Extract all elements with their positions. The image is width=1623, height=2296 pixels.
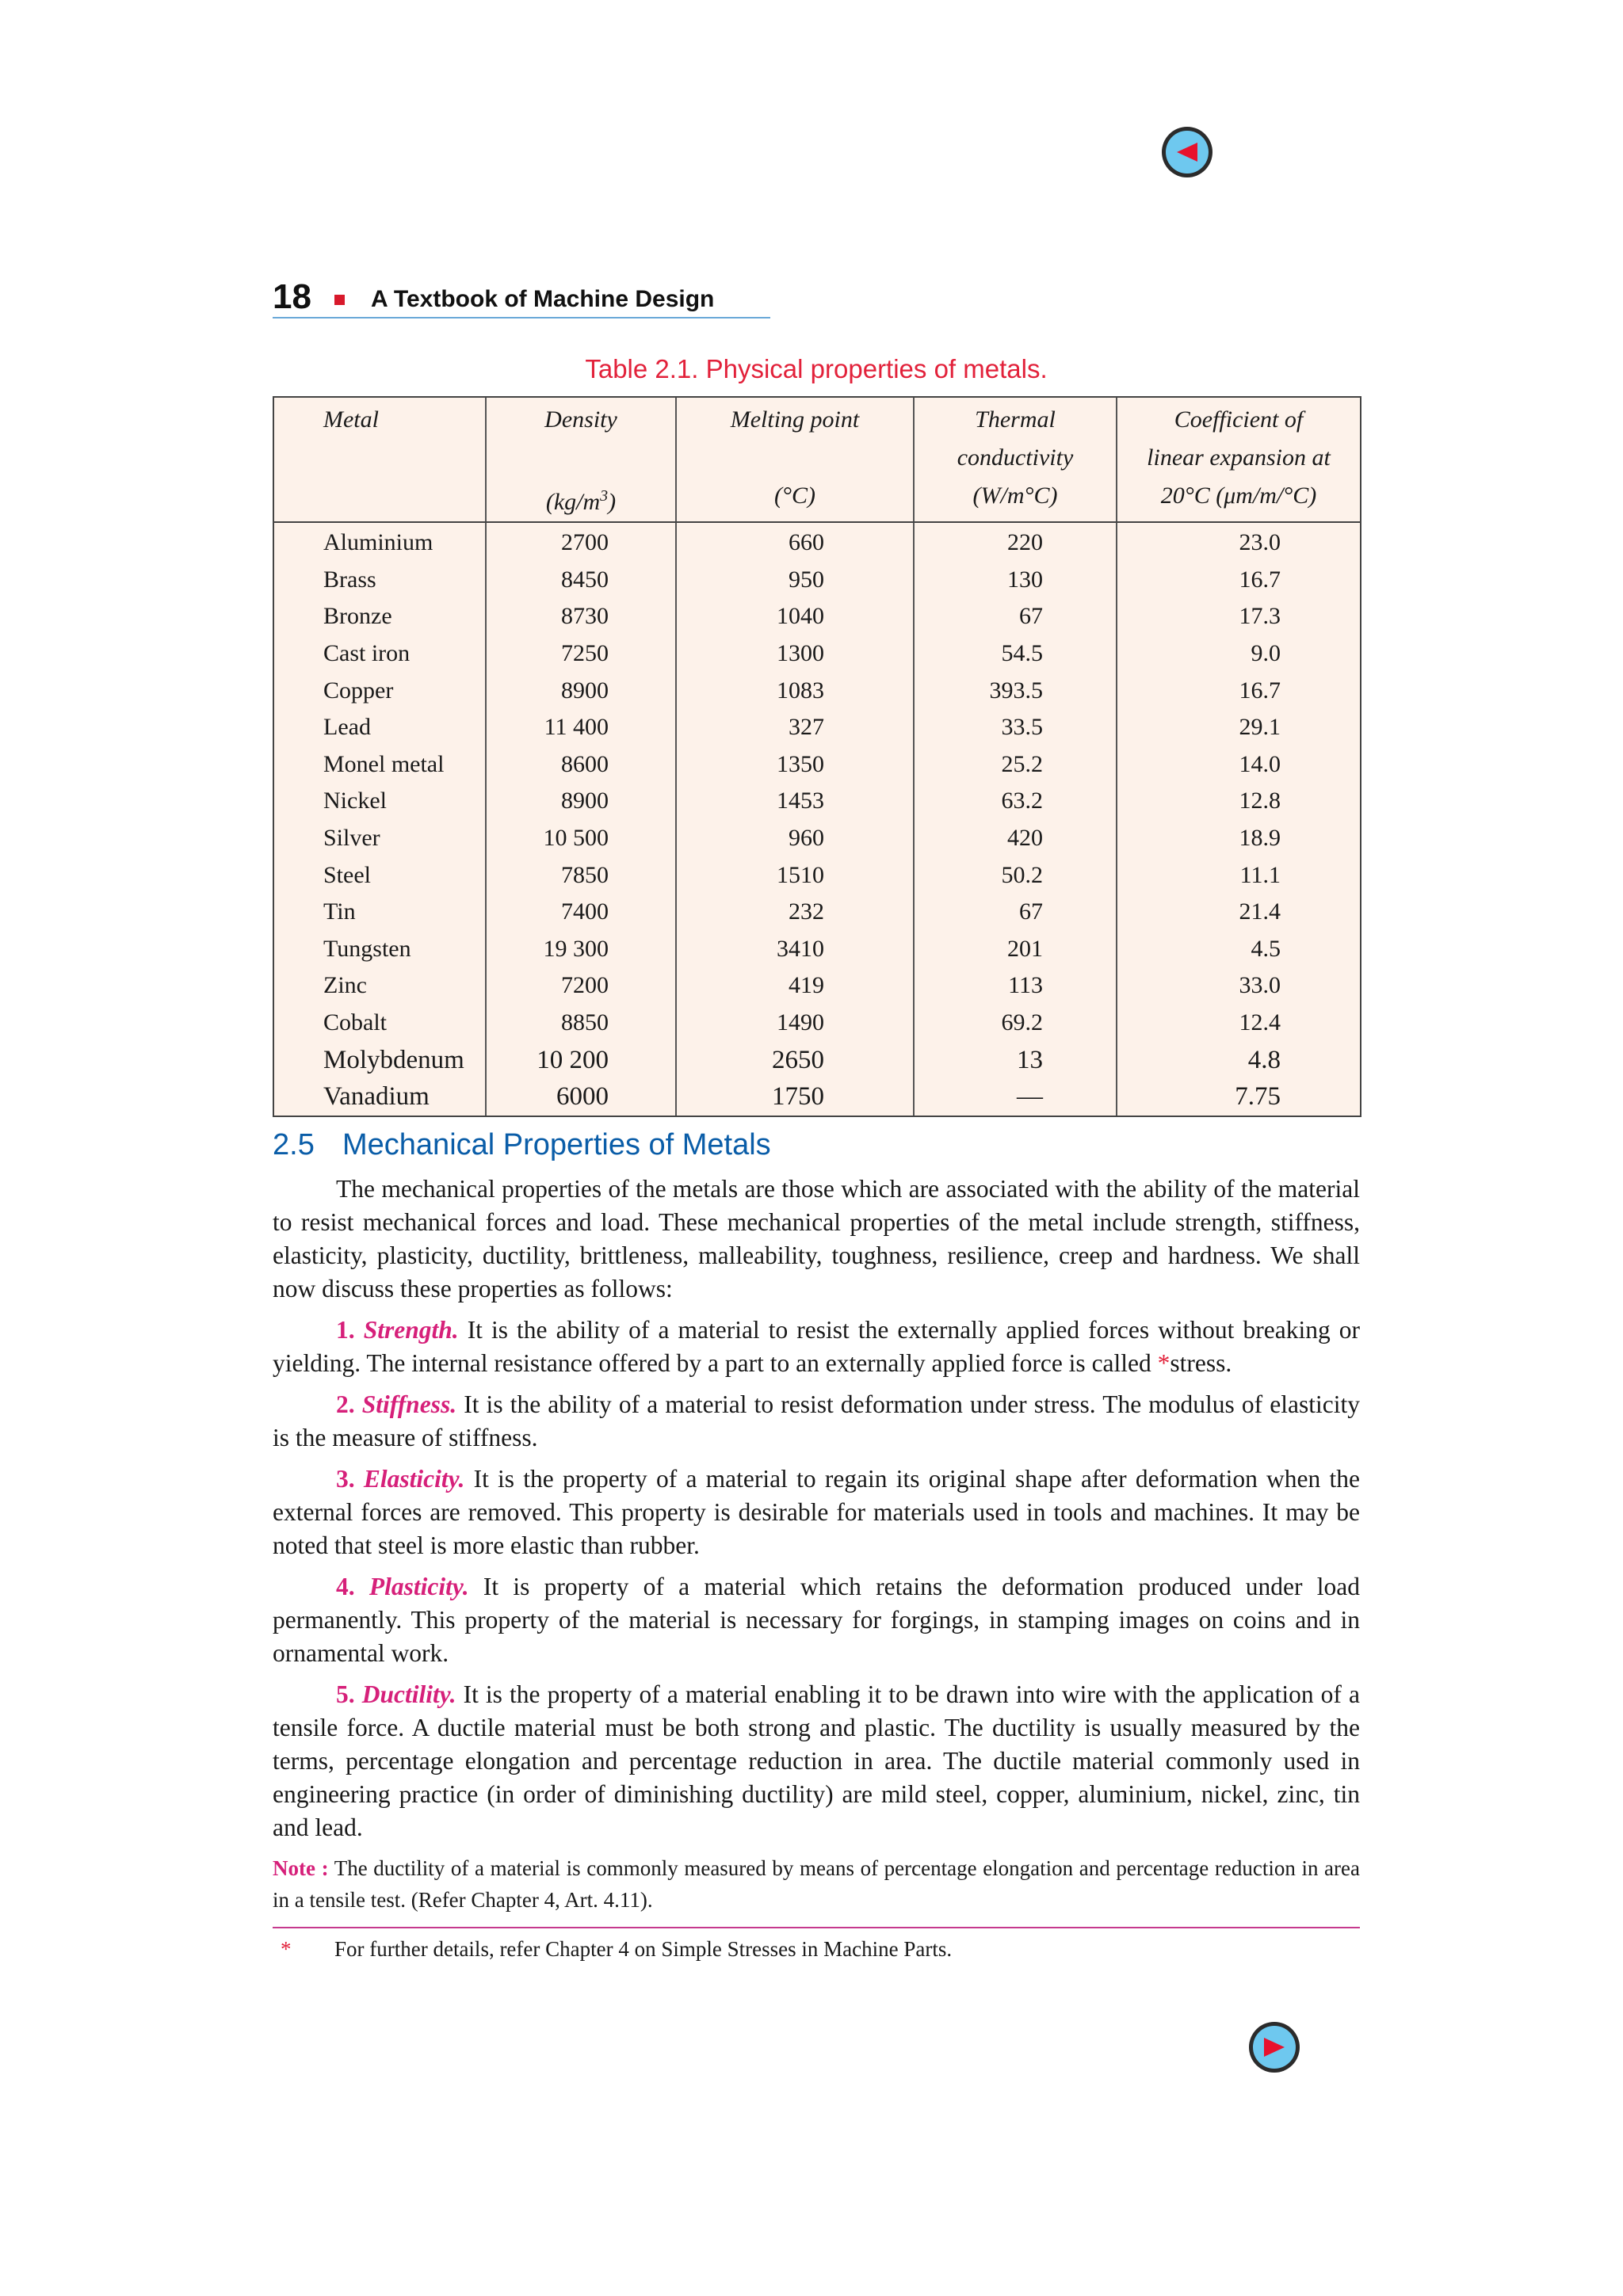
- table-row: [274, 894, 1360, 931]
- value-cell: 10 500: [486, 820, 676, 857]
- value-cell: 21.4: [1117, 894, 1360, 931]
- value-cell: 7400: [486, 894, 676, 931]
- metal-name-cell: Cast iron: [323, 639, 411, 666]
- metal-name-cell: Brass: [323, 566, 376, 593]
- value-cell: 8600: [486, 746, 676, 784]
- table-caption: Table 2.1. Physical properties of metals.: [585, 354, 1048, 383]
- value-cell: 12.8: [1117, 783, 1360, 820]
- value-cell: 3410: [676, 931, 914, 968]
- value-cell: 19 300: [486, 931, 676, 968]
- property-term: 1. Strength.: [336, 1316, 459, 1344]
- table-row: [274, 931, 1360, 968]
- metal-name-cell: Vanadium: [323, 1082, 430, 1112]
- metal-name-cell: Zinc: [323, 972, 367, 999]
- footnote-text: For further details, refer Chapter 4 on Simple Stresses in Machine Parts.: [334, 1937, 953, 1961]
- property-plasticity: 4. Plasticity. It is property of a material which retains the deformation produced under load permanently. This property of the material is necessary for forgings, in stamping images on coins and in ornamental work.: [273, 1573, 1361, 1667]
- value-cell: 4.8: [1117, 1042, 1360, 1079]
- value-cell: 10 200: [486, 1042, 676, 1079]
- bullet-square-icon: [334, 295, 345, 305]
- value-cell: 2700: [486, 522, 676, 562]
- note-label: Note :: [273, 1856, 329, 1880]
- value-cell: 29.1: [1117, 709, 1360, 746]
- table-row: [274, 672, 1360, 709]
- property-term: 2. Stiffness.: [336, 1390, 457, 1418]
- property-term: 4. Plasticity.: [336, 1573, 469, 1600]
- metal-name-cell: Molybdenum: [323, 1045, 464, 1074]
- value-cell: 393.5: [914, 672, 1117, 709]
- table-row: [274, 562, 1360, 599]
- footnote: [273, 1933, 1360, 1965]
- header-density: Density $(kg/m^3)$: [486, 398, 676, 522]
- footnote-symbol: *: [281, 1937, 292, 1961]
- value-cell: 9.0: [1117, 635, 1360, 673]
- property-term: 3. Elasticity.: [336, 1465, 465, 1493]
- value-cell: 201: [914, 931, 1117, 968]
- value-cell: 11.1: [1117, 857, 1360, 894]
- header-thermal-conductivity: Thermal conductivity (W/m°C): [914, 398, 1117, 522]
- section-heading: [273, 1125, 771, 1165]
- value-cell: 8900: [486, 672, 676, 709]
- value-cell: 67: [914, 894, 1117, 931]
- value-cell: 419: [676, 967, 914, 1005]
- table-row: [274, 857, 1360, 894]
- value-cell: 16.7: [1117, 562, 1360, 599]
- value-cell: 950: [676, 562, 914, 599]
- value-cell: 660: [676, 522, 914, 562]
- body-text: [273, 1173, 1360, 1924]
- metal-name-cell: Cobalt: [323, 1009, 387, 1035]
- value-cell: 8730: [486, 598, 676, 635]
- metal-name-cell: Tungsten: [323, 935, 411, 962]
- page-number: 18: [273, 277, 311, 316]
- next-page-button[interactable]: [1249, 2022, 1300, 2073]
- table-row: [274, 820, 1360, 857]
- metal-name-cell: Steel: [323, 861, 371, 888]
- value-cell: 1083: [676, 672, 914, 709]
- header-melting-point: Melting point (°C): [676, 398, 914, 522]
- value-cell: 13: [914, 1042, 1117, 1079]
- value-cell: 420: [914, 820, 1117, 857]
- value-cell: 232: [676, 894, 914, 931]
- value-cell: 8850: [486, 1005, 676, 1042]
- value-cell: 14.0: [1117, 746, 1360, 784]
- value-cell: 8450: [486, 562, 676, 599]
- table-row: [274, 967, 1360, 1005]
- value-cell: 8900: [486, 783, 676, 820]
- value-cell: 1750: [676, 1078, 914, 1116]
- table-row: [274, 1005, 1360, 1042]
- value-cell: 54.5: [914, 635, 1117, 673]
- value-cell: 7250: [486, 635, 676, 673]
- value-cell: 50.2: [914, 857, 1117, 894]
- running-head: [273, 277, 770, 318]
- header-linear-expansion: Coefficient of linear expansion at 20°C (μm/m/°C): [1117, 398, 1360, 522]
- value-cell: 2650: [676, 1042, 914, 1079]
- table-row: [274, 709, 1360, 746]
- footnote-divider: [273, 1927, 1360, 1928]
- property-strength: 1. Strength. It is the ability of a material to resist the externally applied forces without breaking or yielding. The internal resistance offered by a part to an externally applied force is called *stress.: [273, 1316, 1360, 1377]
- value-cell: 7850: [486, 857, 676, 894]
- metal-name-cell: Monel metal: [323, 750, 445, 777]
- triangle-left-icon: [1174, 140, 1201, 164]
- value-cell: 113: [914, 967, 1117, 1005]
- value-cell: 7200: [486, 967, 676, 1005]
- value-cell: 67: [914, 598, 1117, 635]
- value-cell: 12.4: [1117, 1005, 1360, 1042]
- metal-name-cell: Bronze: [323, 603, 392, 630]
- table-row: [274, 783, 1360, 820]
- intro-paragraph: The mechanical properties of the metals are those which are associated with the ability of the material to resist mechanical forces and load. These mechanical properties of the metal include strength, stiffness, elasticity, plasticity, ductility, brittleness, malleability, toughness, resilience, creep and hardness. We shall now discuss these properties as follows:: [273, 1175, 1360, 1302]
- note: [273, 1852, 1360, 1916]
- metal-name-cell: Aluminium: [323, 529, 433, 556]
- section-number: 2.5: [273, 1128, 315, 1161]
- metal-name-cell: Copper: [323, 677, 394, 704]
- footnote-marker: *: [1157, 1349, 1170, 1377]
- metal-name-cell: Nickel: [323, 788, 387, 814]
- value-cell: 1490: [676, 1005, 914, 1042]
- metal-name-cell: Tin: [323, 898, 356, 925]
- table-row: [274, 522, 1360, 562]
- value-cell: 4.5: [1117, 931, 1360, 968]
- value-cell: 69.2: [914, 1005, 1117, 1042]
- value-cell: 33.5: [914, 709, 1117, 746]
- property-ductility: 5. Ductility. It is the property of a material enabling it to be drawn into wire with the application of a tensile force. A ductile material must be both strong and plastic. The ductility is usually measured by the terms, percentage elongation and percentage reduction in area. The ductile material commonly used in engineering practice (in order of diminishing ductility) are mild steel, copper, aluminium, nickel, zinc, tin and lead.: [273, 1680, 1361, 1841]
- properties-table: [273, 396, 1361, 1117]
- section-title: Mechanical Properties of Metals: [342, 1128, 771, 1161]
- value-cell: 130: [914, 562, 1117, 599]
- value-cell: 25.2: [914, 746, 1117, 784]
- value-cell: 18.9: [1117, 820, 1360, 857]
- table-row: [274, 598, 1360, 635]
- table-row: [274, 635, 1360, 673]
- value-cell: 63.2: [914, 783, 1117, 820]
- value-cell: 1350: [676, 746, 914, 784]
- value-cell: 33.0: [1117, 967, 1360, 1005]
- value-cell: 17.3: [1117, 598, 1360, 635]
- value-cell: 1300: [676, 635, 914, 673]
- value-cell: 220: [914, 522, 1117, 562]
- property-elasticity: 3. Elasticity. It is the property of a material to regain its original shape after deformation when the external forces are removed. This property is desirable for materials used in tools and machines. It may be noted that steel is more elastic than rubber.: [273, 1465, 1361, 1559]
- value-cell: 960: [676, 820, 914, 857]
- triangle-right-icon: [1261, 2035, 1288, 2059]
- value-cell: 1040: [676, 598, 914, 635]
- table-row: [274, 1042, 1360, 1079]
- value-cell: 1453: [676, 783, 914, 820]
- metal-name-cell: Silver: [323, 824, 380, 851]
- metal-name-cell: Lead: [323, 714, 371, 741]
- value-cell: 1510: [676, 857, 914, 894]
- value-cell: 6000: [486, 1078, 676, 1116]
- table-header-row: [274, 398, 1360, 522]
- value-cell: 7.75: [1117, 1078, 1360, 1116]
- value-cell: 23.0: [1117, 522, 1360, 562]
- property-stiffness: 2. Stiffness. It is the ability of a material to resist deformation under stress. The modulus of elasticity is the measure of stiffness.: [273, 1390, 1361, 1451]
- previous-page-button[interactable]: [1162, 127, 1212, 177]
- value-cell: 11 400: [486, 709, 676, 746]
- note-text: The ductility of a material is commonly measured by means of percentage elongation and percentage reduction in area in a tensile test. (Refer Chapter 4, Art. 4.11).: [273, 1856, 1361, 1912]
- table-row: [274, 746, 1360, 784]
- value-cell: 327: [676, 709, 914, 746]
- value-cell: —: [914, 1078, 1117, 1116]
- header-metal: Metal: [274, 398, 486, 522]
- value-cell: 16.7: [1117, 672, 1360, 709]
- table-row: [274, 1078, 1360, 1116]
- book-title: A Textbook of Machine Design: [371, 286, 715, 312]
- property-term: 5. Ductility.: [336, 1680, 456, 1708]
